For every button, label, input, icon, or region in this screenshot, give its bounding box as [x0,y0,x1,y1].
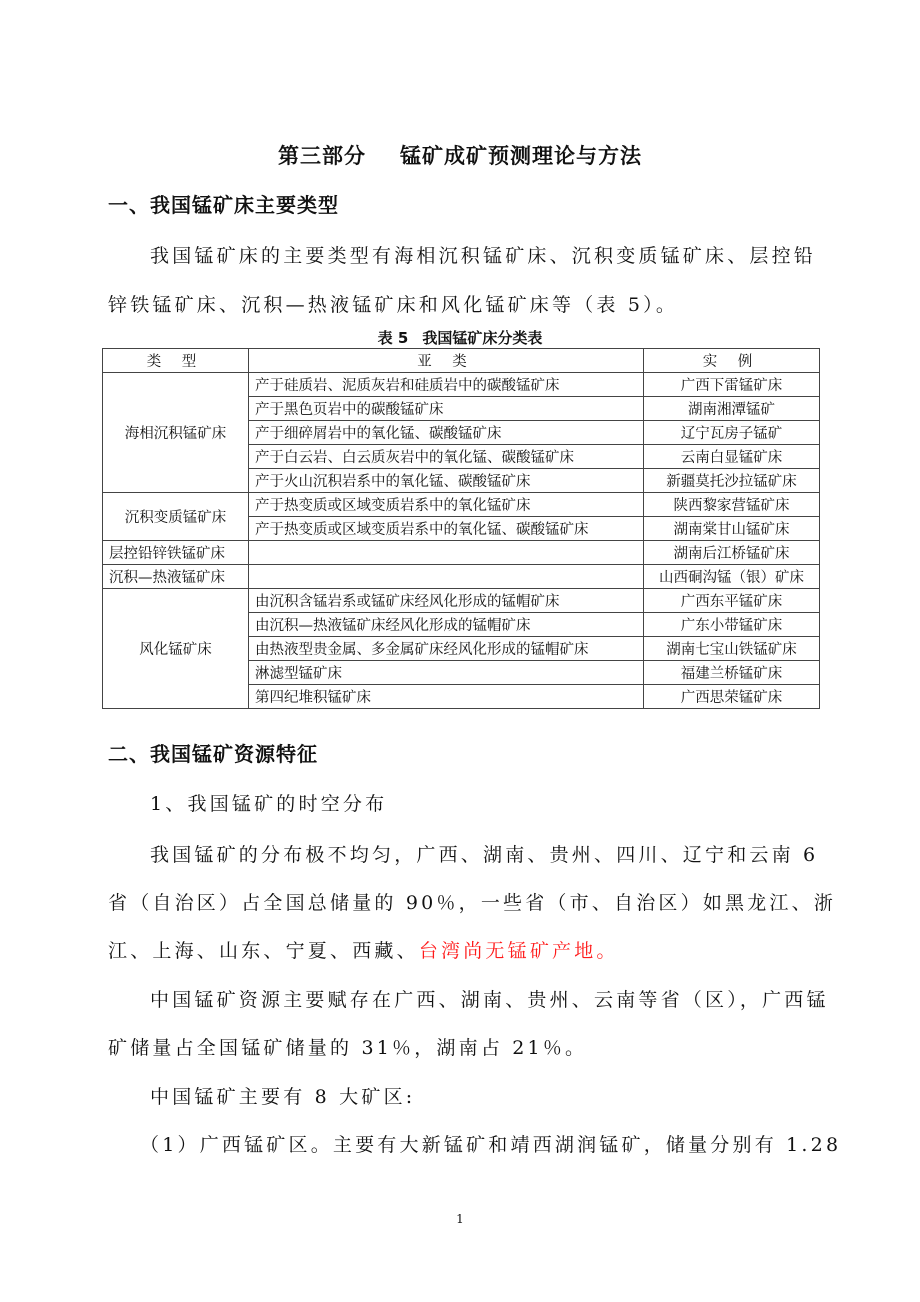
example-cell: 辽宁瓦房子锰矿 [644,421,820,445]
paragraph-2-line-2: 矿储量占全国锰矿储量的 31％，湖南占 21％。 [108,1037,588,1059]
example-cell: 陕西黎家营锰矿床 [644,493,820,517]
document-title [0,140,920,170]
example-cell: 山西硐沟锰（银）矿床 [644,565,820,589]
subtype-cell: 产于热变质或区域变质岩系中的氧化锰、碳酸锰矿床 [249,517,644,541]
section-2-subheading: 1、我国锰矿的时空分布 [150,793,388,815]
section-1-paragraph-line-2: 锌铁锰矿床、沉积—热液锰矿床和风化锰矿床等（表 5）。 [108,294,679,316]
example-cell: 湖南七宝山铁锰矿床 [644,637,820,661]
subtype-cell: 由沉积—热液锰矿床经风化形成的锰帽矿床 [249,613,644,637]
paragraph-2-line-1: 中国锰矿资源主要赋存在广西、湖南、贵州、云南等省（区），广西锰 [150,989,829,1011]
type-cell: 海相沉积锰矿床 [103,373,249,493]
table-header-row [103,349,820,373]
type-cell: 沉积—热液锰矿床 [103,565,249,589]
table-row [103,493,820,517]
section-1-heading: 一、我国锰矿床主要类型 [108,193,339,217]
example-cell: 广西思荣锰矿床 [644,685,820,709]
example-cell: 新疆莫托沙拉锰矿床 [644,469,820,493]
example-cell: 湖南湘潭锰矿 [644,397,820,421]
type-cell: 沉积变质锰矿床 [103,493,249,541]
example-cell: 湖南后江桥锰矿床 [644,541,820,565]
header-subtype: 亚 类 [249,349,644,373]
table-caption [0,327,920,348]
type-cell: 层控铅锌铁锰矿床 [103,541,249,565]
subtype-cell: 产于黑色页岩中的碳酸锰矿床 [249,397,644,421]
table-row [103,565,820,589]
title-part: 第三部分 [278,144,366,168]
table-row [103,373,820,397]
header-type: 类 型 [103,349,249,373]
subtype-cell [249,565,644,589]
example-cell: 云南白显锰矿床 [644,445,820,469]
paragraph-1-line-3 [108,936,619,963]
section-2-heading: 二、我国锰矿资源特征 [108,742,318,766]
section-1-paragraph-line-1: 我国锰矿床的主要类型有海相沉积锰矿床、沉积变质锰矿床、层控铅 [150,245,817,267]
subtype-cell: 第四纪堆积锰矿床 [249,685,644,709]
paragraph-4: （1）广西锰矿区。主要有大新锰矿和靖西湖润锰矿，储量分别有 1.28 [140,1134,842,1156]
classification-table [102,348,820,709]
subtype-cell [249,541,644,565]
example-cell: 广西下雷锰矿床 [644,373,820,397]
table-caption-label: 表 5 [377,329,409,347]
paragraph-1-line-1: 我国锰矿的分布极不均匀，广西、湖南、贵州、四川、辽宁和云南 6 [150,844,819,866]
example-cell: 福建兰桥锰矿床 [644,661,820,685]
table-row [103,541,820,565]
subtype-cell: 产于火山沉积岩系中的氧化锰、碳酸锰矿床 [249,469,644,493]
subtype-cell: 产于细碎屑岩中的氧化锰、碳酸锰矿床 [249,421,644,445]
example-cell: 湖南棠甘山锰矿床 [644,517,820,541]
table-caption-title: 我国锰矿床分类表 [422,329,543,347]
example-cell: 广西东平锰矿床 [644,589,820,613]
subtype-cell: 淋滤型锰矿床 [249,661,644,685]
subtype-cell: 产于白云岩、白云质灰岩中的氧化锰、碳酸锰矿床 [249,445,644,469]
header-example: 实 例 [644,349,820,373]
table-row [103,589,820,613]
subtype-cell: 由沉积含锰岩系或锰矿床经风化形成的锰帽矿床 [249,589,644,613]
title-name: 锰矿成矿预测理论与方法 [400,144,642,168]
paragraph-1-line-2: 省（自治区）占全国总储量的 90％，一些省（市、自治区）如黑龙江、浙 [108,892,837,914]
paragraph-1-line-3-text: 江、上海、山东、宁夏、西藏、 [108,940,419,962]
type-cell: 风化锰矿床 [103,589,249,709]
page-number: 1 [456,1212,464,1226]
subtype-cell: 产于硅质岩、泥质灰岩和硅质岩中的碳酸锰矿床 [249,373,644,397]
highlighted-text: 台湾尚无锰矿产地。 [418,940,619,962]
example-cell: 广东小带锰矿床 [644,613,820,637]
paragraph-3: 中国锰矿主要有 8 大矿区: [150,1086,416,1108]
subtype-cell: 产于热变质或区域变质岩系中的氧化锰矿床 [249,493,644,517]
subtype-cell: 由热液型贵金属、多金属矿床经风化形成的锰帽矿床 [249,637,644,661]
